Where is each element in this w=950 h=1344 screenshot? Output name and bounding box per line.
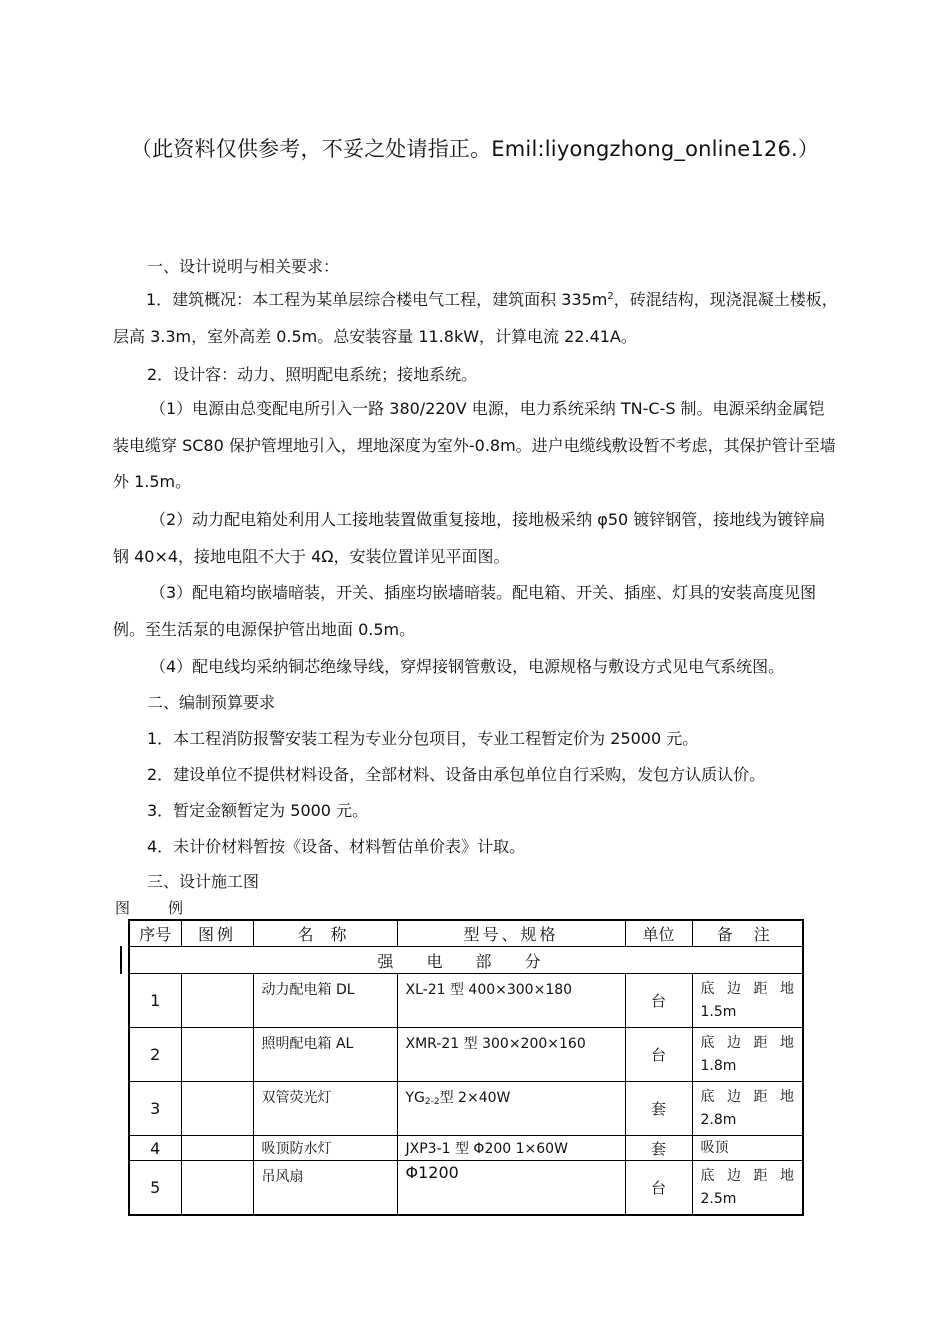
table-row [129,1136,803,1161]
section3-heading: 三、设计施工图 [147,872,260,891]
paragraph-power-source: （1）电源由总变配电所引入一路 380/220V 电源，电力系统采纳 TN-C-S 制。电源采纳金属铠装电缆穿 SC80 保护管埋地引入，埋地深度为室外-0.8m。进户电缆线敷设暂不考虑，其保护管计至墙外 1.5m。 [113,399,836,491]
section-left-bar [120,946,122,974]
table-row [129,974,803,1028]
paragraph-wiring: （4）配电线均采纳铜芯绝缘导线，穿焊接钢管敷设，电源规格与敷设方式见电气系统图。 [150,657,785,676]
cell-no: 5 [129,1161,181,1216]
requirement-3: 3．暂定金额暂定为 5000 元。 [147,801,369,820]
legend-caption: 图 例 [115,899,184,917]
cell-spec: XMR-21 型 300×200×160 [397,1028,625,1082]
cell-symbol [181,1082,253,1136]
cell-symbol [181,1136,253,1161]
section2-heading: 二、编制预算要求 [147,693,276,712]
disclaimer-header: （此资料仅供参考，不妥之处请指正。Emil:liyongzhong_online126.） [130,137,820,161]
cell-note: 底 边 距 地 1.5m [692,974,803,1028]
cell-name: 吊风扇 [253,1161,397,1216]
cell-note: 底 边 距 地 1.8m [692,1028,803,1082]
cell-unit: 台 [625,974,692,1028]
cell-symbol [181,1161,253,1216]
cell-name: 照明配电箱 AL [253,1028,397,1082]
col-header-no: 序号 [129,920,181,947]
cell-spec: JXP3-1 型 Φ200 1×60W [397,1136,625,1161]
table-row [129,1082,803,1136]
section-label: 强 电 部 分 [129,947,803,974]
paragraph-grounding: （2）动力配电箱处利用人工接地装置做重复接地，接地极采纳 φ50 镀锌钢管，接地线为镀锌扁钢 40×4，接地电阻不大于 4Ω，安装位置详见平面图。 [113,510,826,566]
table-row [129,1028,803,1082]
cell-unit: 台 [625,1028,692,1082]
col-header-spec: 型号、规格 [397,920,625,947]
paragraph-building-overview: 1．建筑概况：本工程为某单层综合楼电气工程，建筑面积 $335m^2$，砖混结构，现浇混凝土楼板，层高 3.3m，室外高差 0.5m。总安装容量 11.8kW，计算电流 22.41A。 [113,290,838,346]
cell-no: 4 [129,1136,181,1161]
cell-symbol [181,1028,253,1082]
cell-spec: Φ1200 [397,1161,625,1216]
legend-table [128,919,804,1216]
requirement-1: 1．本工程消防报警安装工程为专业分包项目，专业工程暂定价为 25000 元。 [147,729,699,748]
cell-name: 吸顶防水灯 [253,1136,397,1161]
table-row [129,1161,803,1216]
cell-no: 2 [129,1028,181,1082]
cell-spec: $YG_{2-2}$型 2×40W [397,1082,625,1136]
col-header-name: 名 称 [253,920,397,947]
col-header-symbol: 图例 [181,920,253,947]
cell-no: 1 [129,974,181,1028]
col-header-unit: 单位 [625,920,692,947]
paragraph-box-installation: （3）配电箱均嵌墙暗装，开关、插座均嵌墙暗装。配电箱、开关、插座、灯具的安装高度见图例。至生活泵的电源保护管出地面 0.5m。 [113,583,817,639]
cell-name: 双管荧光灯 [253,1082,397,1136]
paragraph-design-content: 2．设计容：动力、照明配电系统；接地系统。 [147,365,478,384]
col-header-note: 备 注 [692,920,803,947]
cell-name: 动力配电箱 DL [253,974,397,1028]
cell-spec: XL-21 型 400×300×180 [397,974,625,1028]
requirement-4: 4．未计价材料暂按《设备、材料暂估单价表》计取。 [147,837,526,856]
table-header-row [129,920,803,947]
cell-note: 底 边 距 地 2.5m [692,1161,803,1216]
cell-unit: 套 [625,1082,692,1136]
cell-note: 底 边 距 地 2.8m [692,1082,803,1136]
section1-heading: 一、设计说明与相关要求： [147,257,340,276]
cell-note: 吸顶 [692,1136,803,1161]
requirement-2: 2．建设单位不提供材料设备，全部材料、设备由承包单位自行采购，发包方认质认价。 [147,765,766,784]
section-row [129,947,803,974]
cell-no: 3 [129,1082,181,1136]
cell-unit: 台 [625,1161,692,1216]
cell-symbol [181,974,253,1028]
cell-unit: 套 [625,1136,692,1161]
